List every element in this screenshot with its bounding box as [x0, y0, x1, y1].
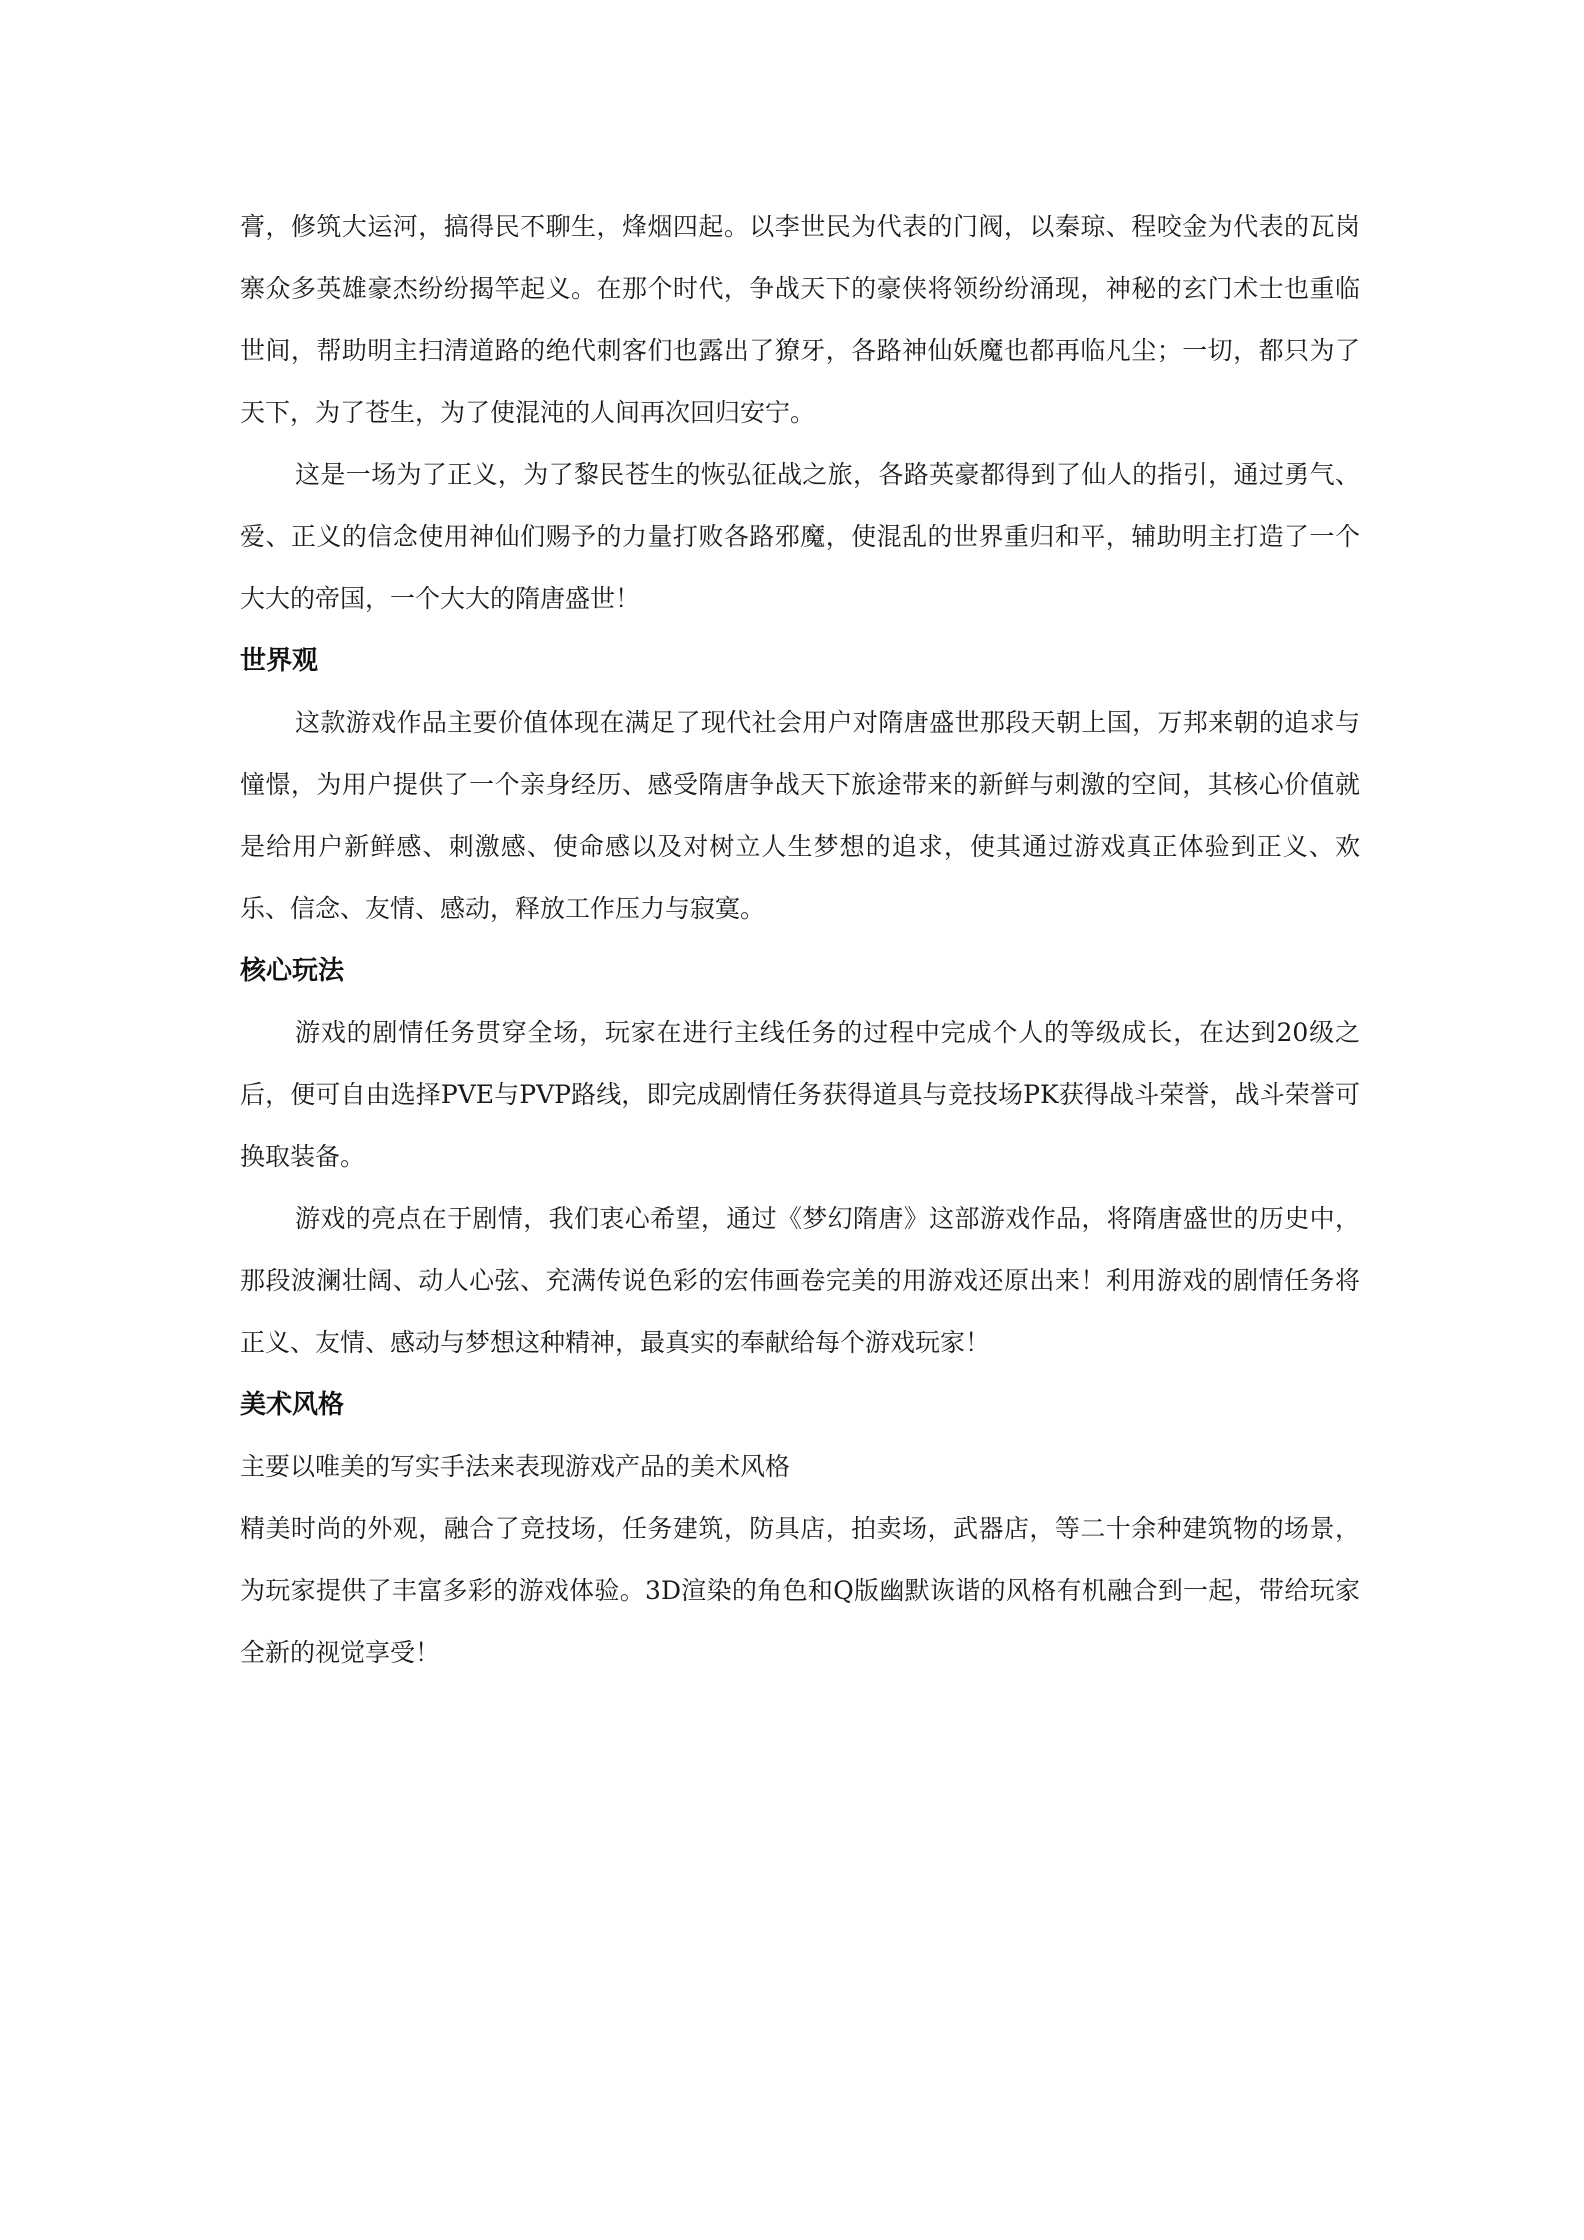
document-body [240, 196, 1360, 1684]
art-style-heading: 美术风格 [240, 1390, 345, 1420]
gameplay-paragraph-2: 游戏的亮点在于剧情，我们衷心希望，通过《梦幻隋唐》这部游戏作品，将隋唐盛世的历史中，那段波澜壮阔、动人心弦、充满传说色彩的宏伟画卷完美的用游戏还原出来！利用游戏的剧情任务将正义、友情、感动与梦想这种精神，最真实的奉献给每个游戏玩家！ [240, 1204, 1360, 1357]
gameplay-paragraph-1: 游戏的剧情任务贯穿全场，玩家在进行主线任务的过程中完成个人的等级成长，在达到20级之后，便可自由选择PVE与PVP路线，即完成剧情任务获得道具与竞技场PK获得战斗荣誉，战斗荣誉可换取装备。 [240, 1018, 1360, 1171]
art-style-paragraph: 精美时尚的外观，融合了竞技场，任务建筑，防具店，拍卖场，武器店，等二十余种建筑物的场景，为玩家提供了丰富多彩的游戏体验。3D渲染的角色和Q版幽默诙谐的风格有机融合到一起，带给玩家全新的视觉享受！ [240, 1514, 1360, 1667]
worldview-heading: 世界观 [240, 646, 319, 676]
art-style-summary: 主要以唯美的写实手法来表现游戏产品的美术风格 [240, 1452, 791, 1481]
worldview-paragraph: 这款游戏作品主要价值体现在满足了现代社会用户对隋唐盛世那段天朝上国，万邦来朝的追求与憧憬，为用户提供了一个亲身经历、感受隋唐争战天下旅途带来的新鲜与刺激的空间，其核心价值就是给用户新鲜感、刺激感、使命感以及对树立人生梦想的追求，使其通过游戏真正体验到正义、欢乐、信念、友情、感动，释放工作压力与寂寞。 [240, 708, 1360, 923]
gameplay-heading: 核心玩法 [240, 956, 345, 986]
intro-paragraph-1: 膏，修筑大运河，搞得民不聊生，烽烟四起。以李世民为代表的门阀，以秦琼、程咬金为代表的瓦岗寨众多英雄豪杰纷纷揭竿起义。在那个时代，争战天下的豪侠将领纷纷涌现，神秘的玄门术士也重临世间，帮助明主扫清道路的绝代刺客们也露出了獠牙，各路神仙妖魔也都再临凡尘；一切，都只为了天下，为了苍生，为了使混沌的人间再次回归安宁。 [240, 212, 1360, 427]
intro-paragraph-2: 这是一场为了正义，为了黎民苍生的恢弘征战之旅，各路英豪都得到了仙人的指引，通过勇气、爱、正义的信念使用神仙们赐予的力量打败各路邪魔，使混乱的世界重归和平，辅助明主打造了一个大大的帝国，一个大大的隋唐盛世！ [240, 460, 1360, 613]
